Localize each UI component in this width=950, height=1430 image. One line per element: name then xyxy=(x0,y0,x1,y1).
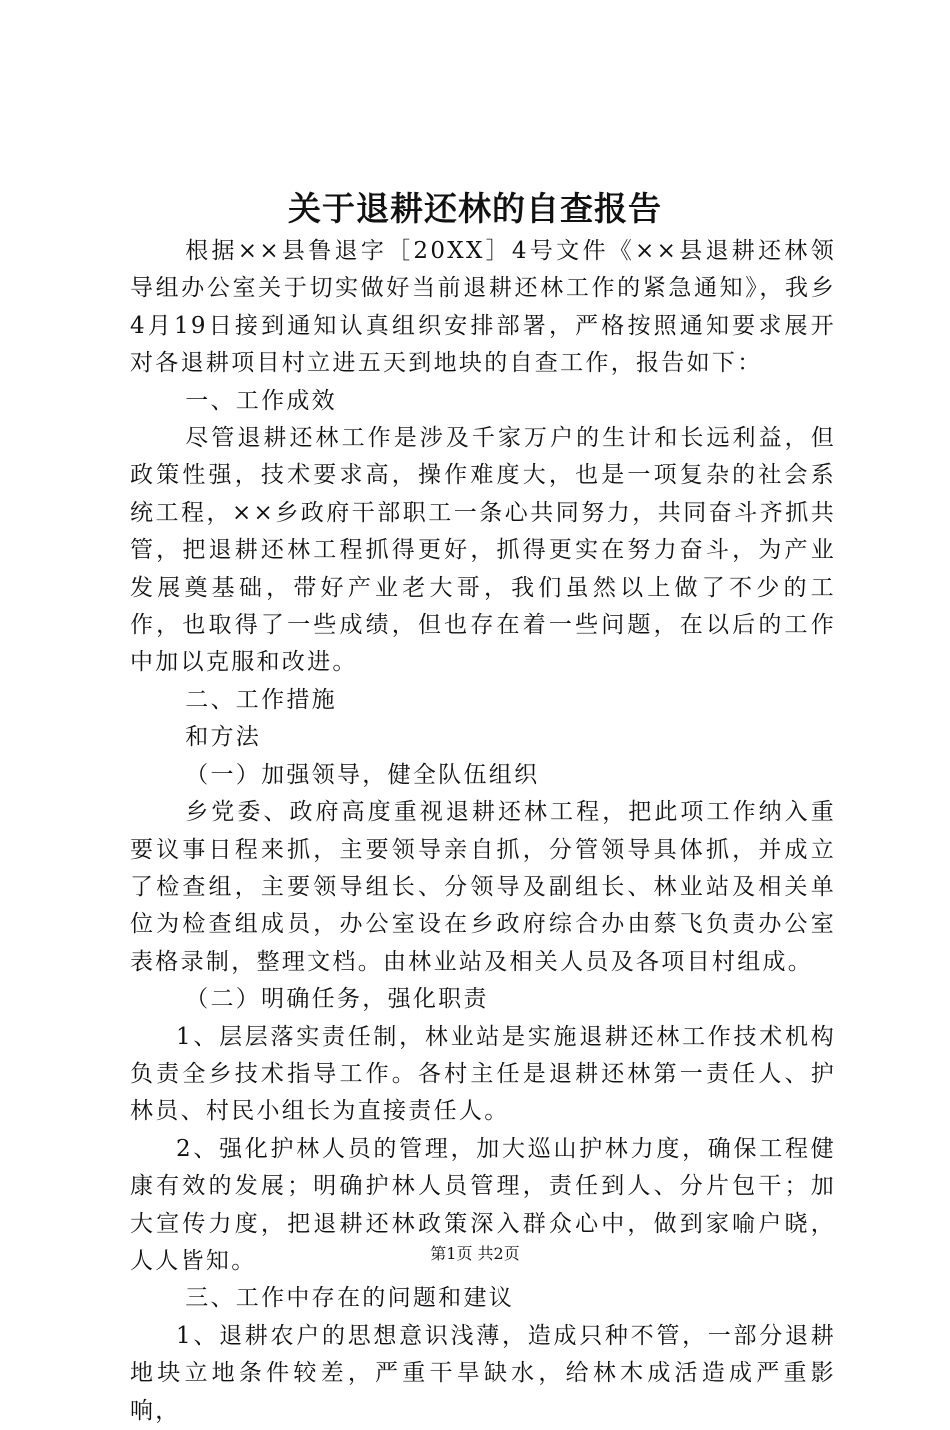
paragraph-work-results: 尽管退耕还林工作是涉及千家万户的生计和长远利益，但政策性强，技术要求高，操作难度大，也是一项复杂的社会系统工程，××乡政府干部职工一条心共同努力，共同奋斗齐抓共管，把退耕还林工程抓得更好，抓得更实在努力奋斗，为产业发展奠基础，带好产业老大哥，我们虽然以上做了不少的工作，也取得了一些成绩，但也存在着一些问题，在以后的工作中加以克服和改进。 xyxy=(130,425,836,676)
heading-work-results: 一、工作成效 xyxy=(185,387,337,414)
paragraph-leadership: 乡党委、政府高度重视退耕还林工程，把此项工作纳入重要议事日程来抓，主要领导亲自抓，分管领导具体抓，并成立了检查组，主要领导组长、分领导及副组长、林业站及相关单位为检查组成员，办公室设在乡政府综合办由蔡飞负责办公室表格录制，整理文档。由林业站及相关人员及各项目村组成。 xyxy=(130,799,836,975)
heading-work-measures: 二、工作措施 xyxy=(185,686,337,713)
paragraph-item-1: 1、层层落实责任制，林业站是实施退耕还林工作技术机构负责全乡技术指导工作。各村主任是退耕还林第一责任人、护林员、村民小组长为直接责任人。 xyxy=(130,1023,836,1125)
paragraph-problem-1: 1、退耕农户的思想意识浅薄，造成只种不管，一部分退耕地块立地条件较差，严重干旱缺水，给林木成活造成严重影响， xyxy=(130,1322,836,1424)
heading-problems: 三、工作中存在的问题和建议 xyxy=(185,1285,515,1312)
page-indicator: 第1页 共2页 xyxy=(430,1244,520,1263)
subheading-leadership: （一）加强领导，健全队伍组织 xyxy=(185,761,540,788)
subheading-responsibilities: （二）明确任务，强化职责 xyxy=(185,986,489,1013)
paragraph-intro: 根据××县鲁退字［20XX］4号文件《××县退耕还林领导组办公室关于切实做好当前退耕还林工作的紧急通知》，我乡4月19日接到通知认真组织安排部署，严格按照通知要求展开对各退耕项目村立进五天到地块的自查工作，报告如下： xyxy=(130,238,836,377)
heading-work-measures-cont: 和方法 xyxy=(185,724,262,751)
paragraph-item-2: 2、强化护林人员的管理，加大巡山护林力度，确保工程健康有效的发展；明确护林人员管理，责任到人、分片包干；加大宣传力度，把退耕还林政策深入群众心中，做到家喻户晓，人人皆知。 xyxy=(130,1135,836,1274)
document-title: 关于退耕还林的自查报告 xyxy=(288,189,662,228)
